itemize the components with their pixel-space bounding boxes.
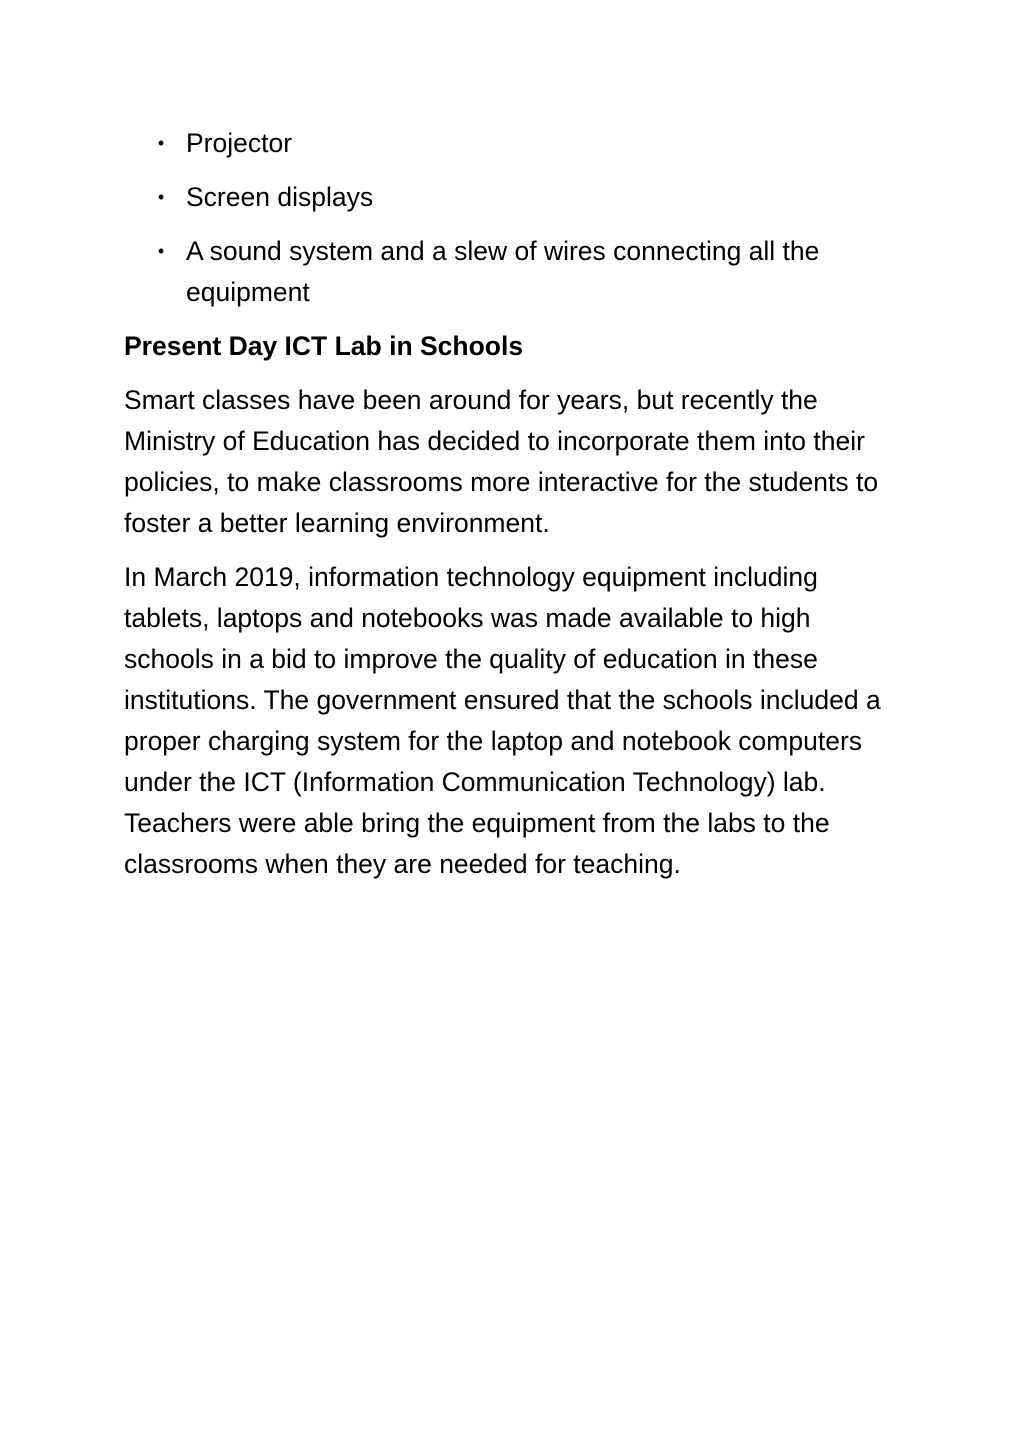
equipment-bullet-list <box>124 123 894 313</box>
bullet-icon: • <box>157 241 165 261</box>
section-heading: Present Day ICT Lab in Schools <box>124 331 524 361</box>
bullet-icon: • <box>157 133 165 153</box>
list-item-text: Screen displays <box>186 182 374 212</box>
list-item <box>124 177 894 218</box>
page-content <box>124 123 894 898</box>
list-item-text: Projector <box>186 128 293 158</box>
list-item <box>124 123 894 164</box>
list-item <box>124 231 894 313</box>
list-item-text: A sound system and a slew of wires connecting all the equipment <box>186 236 820 307</box>
bullet-icon: • <box>157 187 165 207</box>
paragraph-smart-classes: Smart classes have been around for years, but recently the Ministry of Education has decided to incorporate them into their policies, to make classrooms more interactive for the students to foster a better learning environment. <box>124 385 879 538</box>
paragraph-march-2019: In March 2019, information technology equipment including tablets, laptops and notebooks was made available to high schools in a bid to improve the quality of education in these institutions. The government ensured that the schools included a proper charging system for the laptop and notebook computers under the ICT (Information Communication Technology) lab. Teachers were able bring the equipment from the labs to the classrooms when they are needed for teaching. <box>124 562 881 879</box>
